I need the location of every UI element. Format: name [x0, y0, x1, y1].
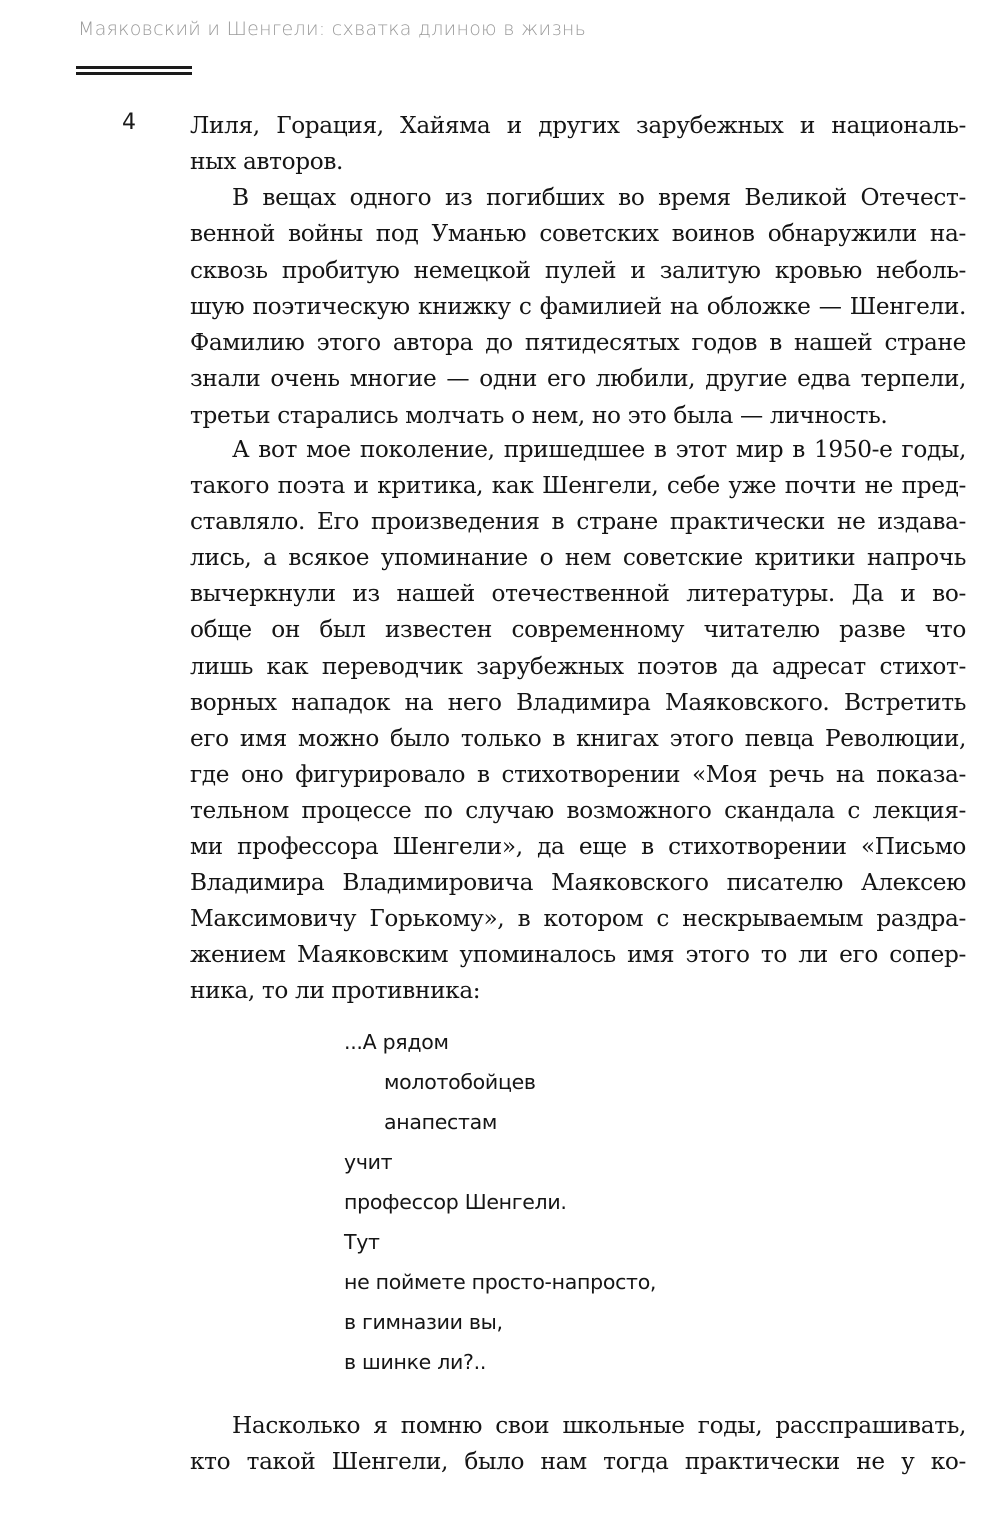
text-line: В вещах одного из погибших во время Великой Отечест- — [232, 184, 966, 211]
text-line: его имя можно было только в книгах этого певца Революции, — [190, 724, 966, 752]
poem-line: молотобойцев — [384, 1070, 536, 1094]
text-line: ника, то ли противника: — [190, 977, 481, 1005]
text-line: ных авторов. — [190, 148, 344, 176]
header-ornament — [76, 66, 192, 78]
poem-line: профессор Шенгели. — [344, 1190, 567, 1214]
text-line: сквозь пробитую немецкой пулей и залитую кровью неболь- — [190, 256, 966, 284]
text-line: Насколько я помню свои школьные годы, расспрашивать, — [232, 1412, 966, 1439]
poem-line: анапестам — [384, 1110, 498, 1134]
text-line: Фамилию этого автора до пятидесятых годов в нашей стране — [190, 329, 966, 357]
paragraph-1 — [190, 108, 966, 181]
text-line: шую поэтическую книжку с фамилией на обложке — Шенгели. — [190, 292, 966, 320]
poem-line: в гимназии вы, — [344, 1310, 503, 1334]
poem-line: ...А рядом — [344, 1030, 449, 1054]
text-line: Лиля, Горация, Хайяма и других зарубежных и националь- — [190, 112, 966, 139]
text-line: лись, а всякое упоминание о нем советские критики напрочь — [190, 544, 966, 572]
text-line: такого поэта и критика, как Шенгели, себе уже почти не пред- — [190, 472, 966, 500]
text-line: ставляло. Его произведения в стране практически не издава- — [190, 508, 966, 536]
text-line: ми профессора Шенгели», да еще в стихотворении «Письмо — [190, 833, 966, 861]
poem-line: в шинке ли?.. — [344, 1350, 487, 1374]
text-line: лишь как переводчик зарубежных поэтов да адресат стихот- — [190, 652, 966, 680]
text-line: обще он был известен современному читателю разве что — [190, 616, 966, 644]
paragraph-4 — [190, 1408, 966, 1481]
poem-line: Тут — [344, 1230, 380, 1254]
text-line: вычеркнули из нашей отечественной литературы. Да и во- — [190, 580, 966, 608]
poem-quote — [344, 1022, 656, 1382]
paragraph-3 — [190, 432, 966, 1010]
page-number: 4 — [122, 110, 136, 135]
poem-line: не поймете просто-напросто, — [344, 1270, 657, 1294]
poem-line: учит — [344, 1150, 393, 1174]
text-line: жением Маяковским упоминалось имя этого то ли его сопер- — [190, 941, 966, 969]
text-line: знали очень многие — одни его любили, другие едва терпели, — [190, 365, 966, 393]
running-head: Маяковский и Шенгели: схватка длиною в жизнь — [78, 18, 587, 40]
text-line: Владимира Владимировича Маяковского писателю Алексею — [190, 869, 966, 897]
text-line: Максимовичу Горькому», в котором с нескрываемым раздра- — [190, 905, 966, 933]
text-line: третьи старались молчать о нем, но это была — личность. — [190, 401, 888, 429]
text-line: кто такой Шенгели, было нам тогда практически не у ко- — [190, 1448, 966, 1476]
text-line: где оно фигурировало в стихотворении «Моя речь на показа- — [190, 760, 966, 788]
text-line: А вот мое поколение, пришедшее в этот мир в 1950-е годы, — [232, 436, 966, 463]
text-line: ворных нападок на него Владимира Маяковского. Встретить — [190, 688, 966, 716]
text-line: венной войны под Уманью советских воинов обнаружили на- — [190, 220, 966, 248]
text-line: тельном процессе по случаю возможного скандала с лекция- — [190, 796, 966, 824]
paragraph-2 — [190, 180, 966, 434]
